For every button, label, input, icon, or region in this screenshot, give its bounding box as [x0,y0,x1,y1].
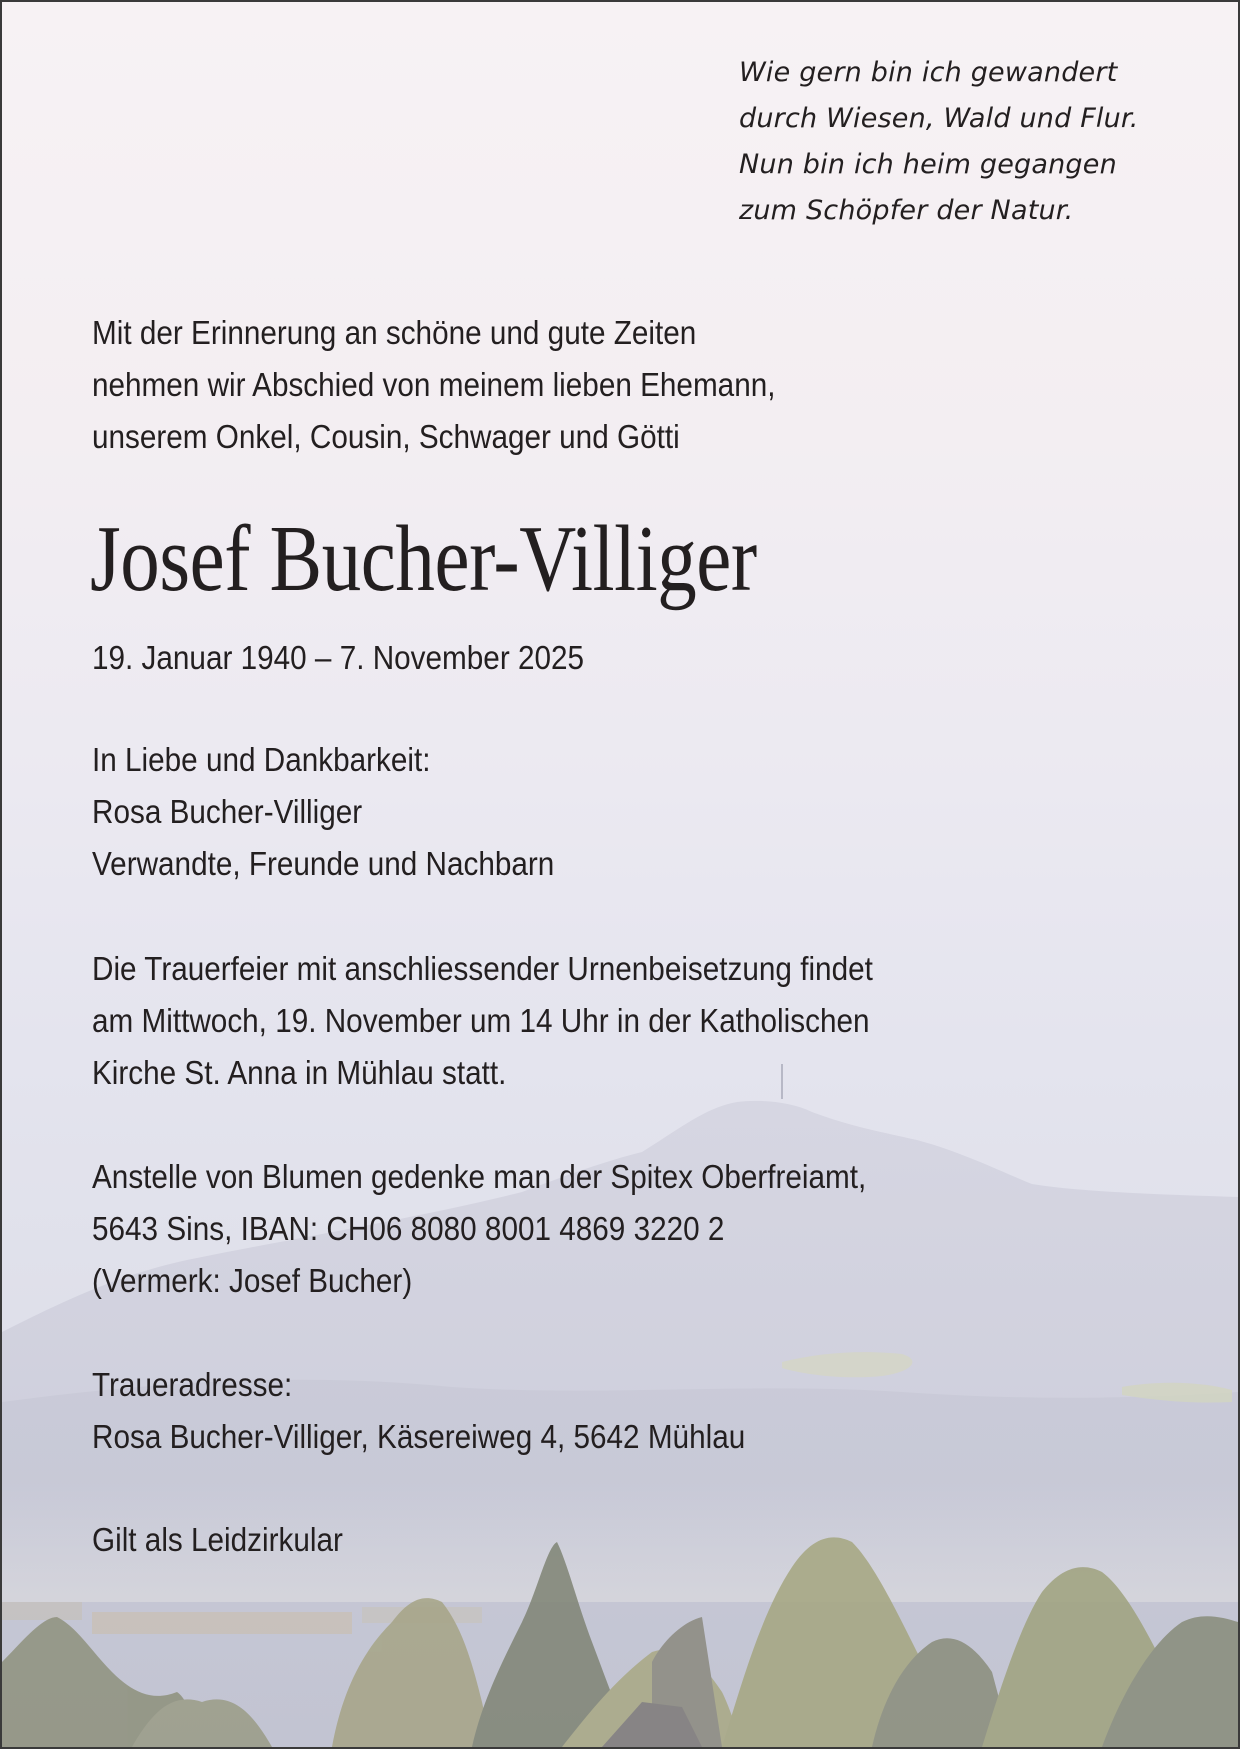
mourners-heading: In Liebe und Dankbarkeit: [92,741,431,778]
service-line: am Mittwoch, 19. November um 14 Uhr in der Katholischen [92,1002,870,1039]
circular-notice [92,1514,343,1566]
funeral-service-info [92,943,873,1099]
mourner-line: Rosa Bucher-Villiger [92,793,363,830]
poem-line: zum Schöpfer der Natur. [739,195,1074,226]
donation-note-line: (Vermerk: Josef Bucher) [92,1262,413,1299]
poem-verse [739,50,1139,234]
mourner-line: Verwandte, Freunde und Nachbarn [92,845,555,882]
donation-info [92,1151,866,1307]
service-line: Kirche St. Anna in Mühlau statt. [92,1054,507,1091]
service-line: Die Trauerfeier mit anschliessender Urnenbeisetzung findet [92,950,873,987]
poem-line: durch Wiesen, Wald und Flur. [739,103,1139,134]
intro-line: Mit der Erinnerung an schöne und gute Zeiten [92,314,697,351]
life-dates-text: 19. Januar 1940 – 7. November 2025 [92,639,585,676]
address-line: Rosa Bucher-Villiger, Käsereiweg 4, 5642 Mühlau [92,1418,746,1455]
life-dates [92,632,584,684]
circular-text: Gilt als Leidzirkular [92,1521,343,1558]
donation-iban-line: 5643 Sins, IBAN: CH06 8080 8001 4869 3220 2 [92,1210,725,1247]
address-heading: Traueradresse: [92,1366,293,1403]
deceased-name: Josef Bucher-Villiger [90,507,757,611]
mourning-address [92,1359,745,1463]
poem-line: Nun bin ich heim gegangen [739,149,1117,180]
intro-line: nehmen wir Abschied von meinem lieben Ehemann, [92,366,776,403]
intro-paragraph [92,307,775,463]
mourners-list [92,734,554,890]
intro-line: unserem Onkel, Cousin, Schwager und Götti [92,418,680,455]
poem-line: Wie gern bin ich gewandert [739,57,1118,88]
donation-line: Anstelle von Blumen gedenke man der Spitex Oberfreiamt, [92,1158,867,1195]
